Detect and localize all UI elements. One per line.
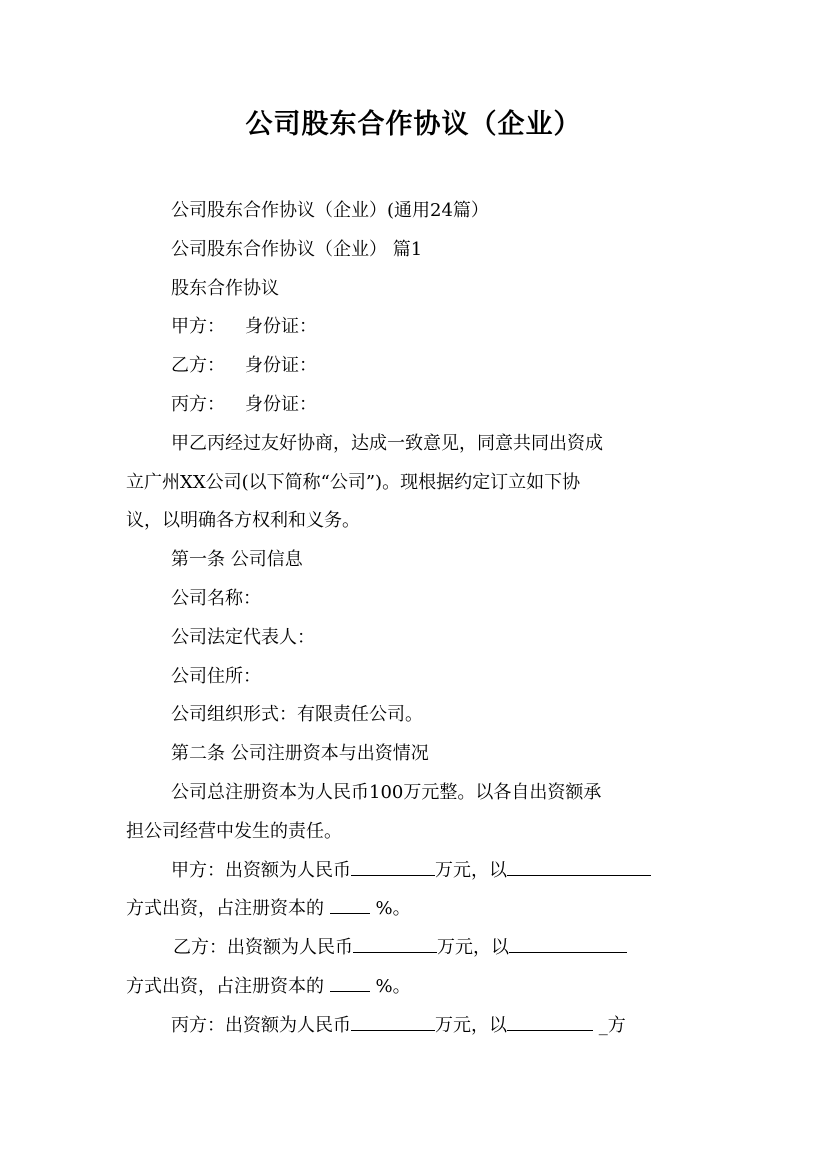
fill-blank xyxy=(330,973,370,992)
paragraph-line: 公司法定代表人： xyxy=(171,626,315,648)
document-title: 公司股东合作协议（企业） xyxy=(245,109,582,140)
text-segment: 万元，以 xyxy=(435,1014,507,1036)
paragraph-line: 公司总注册资本为人民币100万元整。以各自出资额承 xyxy=(171,781,602,803)
id-label: 身份证： xyxy=(245,316,317,338)
paragraph-line: 甲乙丙经过友好协商，达成一致意见，同意共同出资成 xyxy=(171,432,603,454)
text-segment: 乙方：出资额为人民币 xyxy=(173,937,353,959)
paragraph-line xyxy=(126,890,706,929)
text-segment: 万元，以 xyxy=(435,859,507,881)
text-segment: 方式出资，占注册资本的 xyxy=(126,898,324,920)
section-heading: 第一条 公司信息 xyxy=(171,549,303,571)
paragraph-line xyxy=(126,968,706,1007)
paragraph-line xyxy=(126,929,706,968)
paragraph-line xyxy=(126,1007,706,1046)
id-label: 身份证： xyxy=(245,355,317,377)
text-segment: 万元，以 xyxy=(437,937,509,959)
paragraph-line xyxy=(126,852,706,891)
document-body xyxy=(126,192,706,1046)
paragraph-line: 股东合作协议 xyxy=(171,277,279,299)
text-segment: %。 xyxy=(375,975,411,997)
party-label: 甲方： xyxy=(171,316,225,338)
party-label: 乙方： xyxy=(171,355,225,377)
text-segment: _方 xyxy=(598,1014,626,1036)
section-heading: 第二条 公司注册资本与出资情况 xyxy=(171,743,429,765)
fill-blank xyxy=(351,857,435,876)
fill-blank xyxy=(509,934,627,953)
paragraph-line xyxy=(126,347,706,386)
fill-blank xyxy=(351,1012,435,1031)
text-segment: 方式出资，占注册资本的 xyxy=(126,975,324,997)
paragraph-line: 议，以明确各方权利和义务。 xyxy=(126,510,360,532)
paragraph-line: 公司股东合作协议（企业）(通用24篇） xyxy=(171,200,489,221)
party-label: 丙方： xyxy=(171,393,225,415)
paragraph-line: 公司组织形式：有限责任公司。 xyxy=(171,704,423,726)
paragraph-line: 担公司经营中发生的责任。 xyxy=(126,820,342,842)
paragraph-line xyxy=(126,308,706,347)
text-segment: 丙方：出资额为人民币 xyxy=(171,1014,351,1036)
fill-blank xyxy=(330,895,370,914)
paragraph-line: 公司住所： xyxy=(171,665,261,687)
paragraph-line: 立广州XX公司(以下简称“公司”)。现根据约定订立如下协 xyxy=(126,471,581,493)
paragraph-line xyxy=(126,386,706,425)
paragraph-line: 公司名称： xyxy=(171,587,261,609)
text-segment: %。 xyxy=(375,898,411,920)
id-label: 身份证： xyxy=(245,393,317,415)
fill-blank xyxy=(507,857,651,876)
text-segment: 甲方：出资额为人民币 xyxy=(171,859,351,881)
fill-blank xyxy=(353,934,437,953)
paragraph-line: 公司股东合作协议（企业） 篇1 xyxy=(171,238,423,260)
fill-blank xyxy=(507,1012,593,1031)
